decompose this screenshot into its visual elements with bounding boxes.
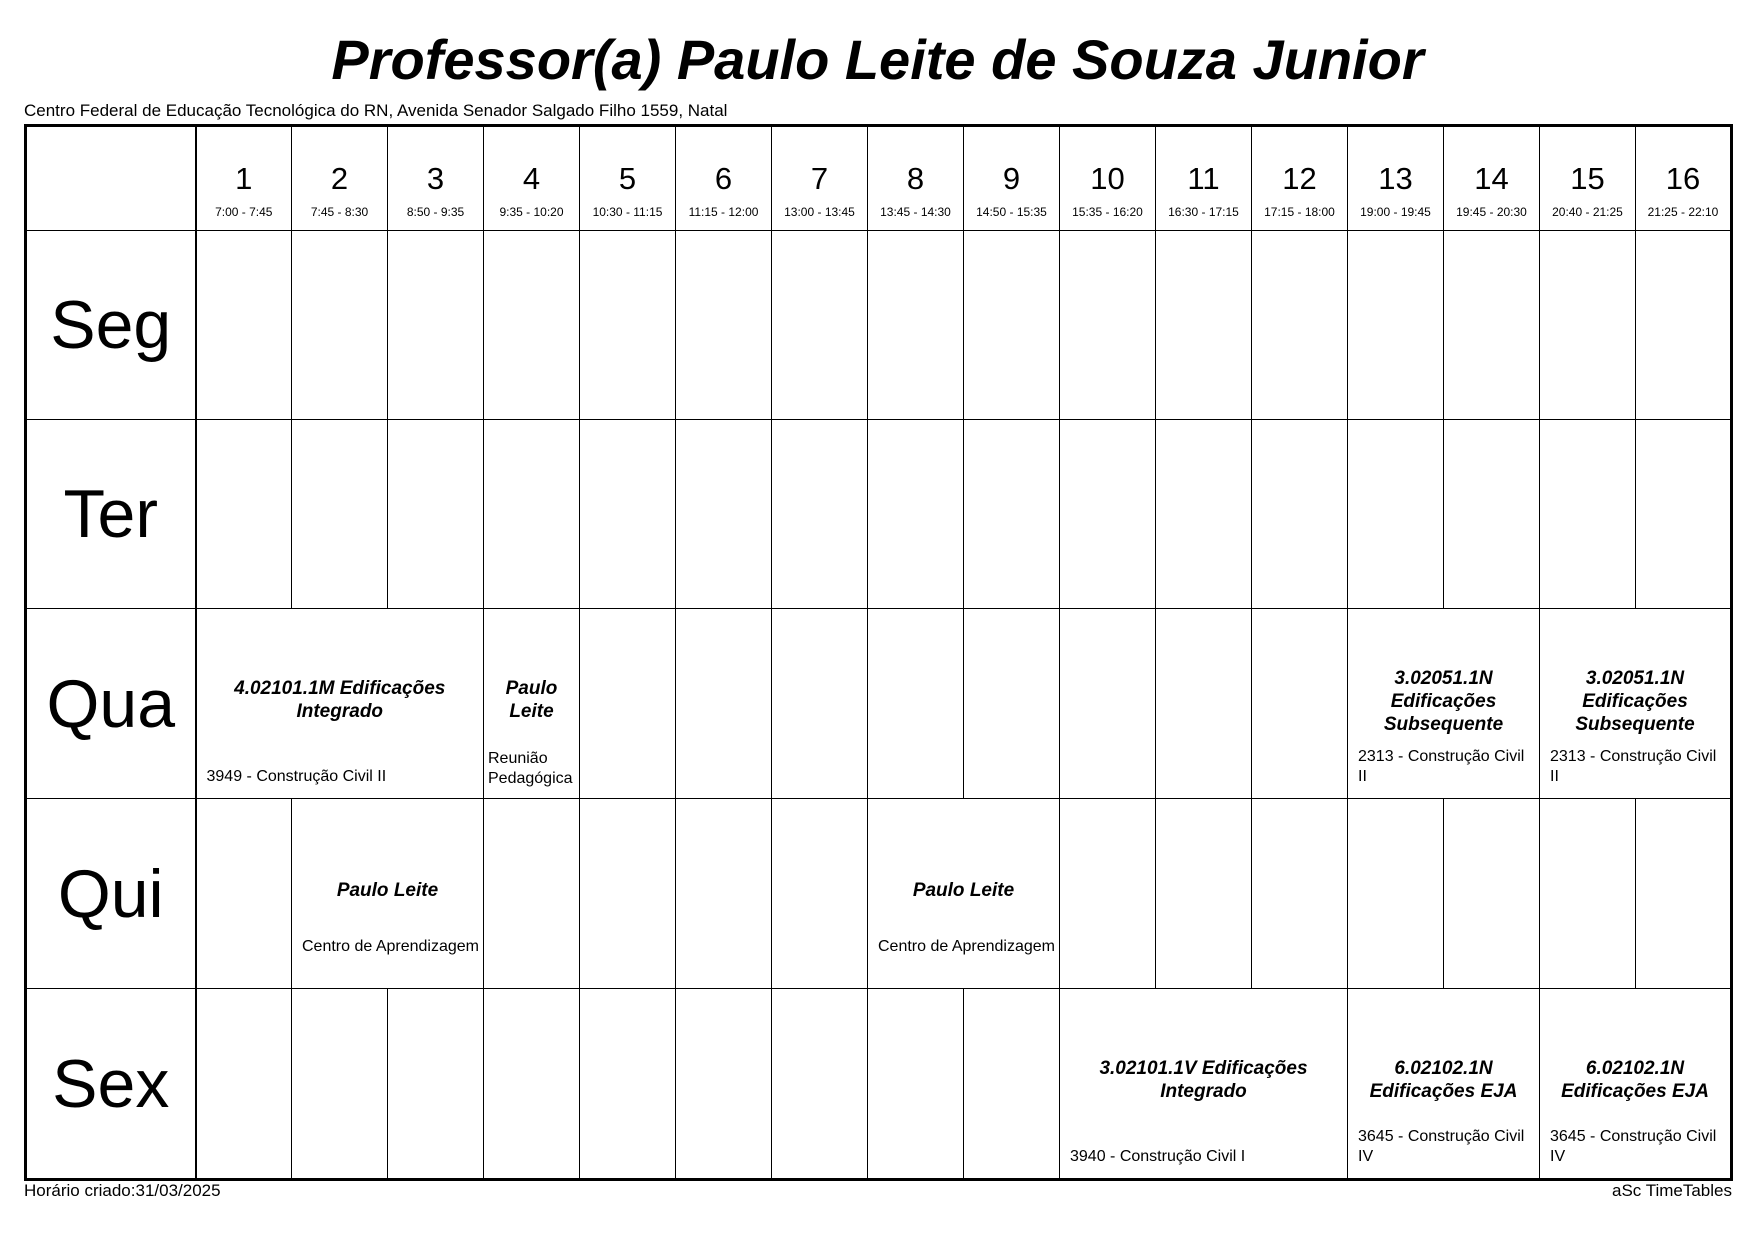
period-number: 9 (1002, 161, 1021, 196)
corner-cell (26, 126, 196, 231)
period-time: 8:50 - 9:35 (406, 205, 465, 219)
period-number: 12 (1282, 161, 1317, 196)
lesson-detail: Centro de Aprendizagem (302, 938, 479, 955)
lesson-detail: Centro de Aprendizagem (878, 938, 1055, 955)
empty-slot[interactable] (1348, 420, 1444, 609)
period-number: 3 (426, 161, 445, 196)
day-row (26, 989, 1732, 1180)
empty-slot[interactable] (1156, 609, 1252, 799)
empty-slot[interactable] (1636, 231, 1732, 420)
empty-slot[interactable] (1252, 609, 1348, 799)
empty-slot[interactable] (484, 989, 580, 1180)
page-title: Professor(a) Paulo Leite de Souza Junior (331, 28, 1424, 91)
period-time: 7:45 - 8:30 (310, 205, 369, 219)
empty-slot[interactable] (1252, 420, 1348, 609)
lesson-title: 4.02101.1M Edificações Integrado (234, 678, 446, 722)
empty-slot[interactable] (676, 420, 772, 609)
period-header (1156, 126, 1252, 231)
period-number: 14 (1474, 161, 1509, 196)
lesson-detail: 3645 - Construção Civil IV (1358, 1128, 1525, 1165)
period-time: 19:00 - 19:45 (1360, 205, 1431, 219)
empty-slot[interactable] (1540, 231, 1636, 420)
empty-slot[interactable] (1252, 231, 1348, 420)
empty-slot[interactable] (772, 989, 868, 1180)
empty-slot[interactable] (676, 799, 772, 989)
empty-slot[interactable] (772, 609, 868, 799)
empty-slot[interactable] (388, 989, 484, 1180)
empty-slot[interactable] (676, 989, 772, 1180)
empty-slot[interactable] (1060, 231, 1156, 420)
lesson-cell[interactable] (868, 799, 1060, 989)
empty-slot[interactable] (1540, 420, 1636, 609)
period-number: 10 (1090, 161, 1125, 196)
empty-slot[interactable] (1444, 799, 1540, 989)
empty-slot[interactable] (580, 231, 676, 420)
period-number: 6 (714, 161, 733, 196)
period-header-row (26, 126, 1732, 231)
empty-slot[interactable] (1636, 799, 1732, 989)
period-number: 16 (1665, 161, 1701, 196)
period-header (1348, 126, 1444, 231)
period-header (1636, 126, 1732, 231)
lesson-detail: 2313 - Construção Civil II (1358, 748, 1525, 785)
empty-slot[interactable] (580, 989, 676, 1180)
empty-slot[interactable] (292, 231, 388, 420)
day-name: Ter (26, 420, 196, 609)
empty-slot[interactable] (196, 799, 292, 989)
empty-slot[interactable] (964, 231, 1060, 420)
empty-slot[interactable] (388, 420, 484, 609)
empty-slot[interactable] (580, 420, 676, 609)
period-number: 1 (235, 161, 253, 196)
period-header (964, 126, 1060, 231)
period-header (676, 126, 772, 231)
empty-slot[interactable] (484, 799, 580, 989)
lesson-cell[interactable] (1348, 989, 1540, 1180)
lesson-cell[interactable] (196, 609, 484, 799)
lesson-title: 6.02102.1N Edificações EJA (1369, 1058, 1518, 1102)
period-header (772, 126, 868, 231)
empty-slot[interactable] (1060, 609, 1156, 799)
empty-slot[interactable] (1156, 799, 1252, 989)
lesson-cell[interactable] (1060, 989, 1348, 1180)
period-header (868, 126, 964, 231)
empty-slot[interactable] (772, 231, 868, 420)
day-row (26, 231, 1732, 420)
timetable-grid (24, 124, 1733, 1181)
period-number: 13 (1378, 161, 1413, 196)
empty-slot[interactable] (676, 231, 772, 420)
created-date: Horário criado:31/03/2025 (24, 1181, 221, 1200)
school-address: Centro Federal de Educação Tecnológica do RN, Avenida Senador Salgado Filho 1559, Natal (24, 101, 728, 120)
lesson-title: Paulo Leite (336, 880, 439, 901)
empty-slot[interactable] (1444, 420, 1540, 609)
empty-slot[interactable] (868, 231, 964, 420)
period-number: 2 (330, 161, 349, 196)
period-time: 16:30 - 17:15 (1168, 205, 1239, 219)
empty-slot[interactable] (1156, 231, 1252, 420)
period-time: 7:00 - 7:45 (215, 205, 273, 219)
period-header (580, 126, 676, 231)
empty-slot[interactable] (964, 420, 1060, 609)
empty-slot[interactable] (868, 420, 964, 609)
day-name: Seg (26, 231, 196, 420)
empty-slot[interactable] (772, 799, 868, 989)
period-time: 21:25 - 22:10 (1647, 205, 1719, 219)
period-header (1252, 126, 1348, 231)
period-header (484, 126, 580, 231)
empty-slot[interactable] (580, 799, 676, 989)
day-name: Qua (26, 609, 196, 799)
empty-slot[interactable] (196, 231, 292, 420)
empty-slot[interactable] (868, 989, 964, 1180)
lesson-detail: 3940 - Construção Civil I (1070, 1148, 1246, 1165)
empty-slot[interactable] (1540, 799, 1636, 989)
empty-slot[interactable] (196, 989, 292, 1180)
empty-slot[interactable] (1636, 420, 1732, 609)
period-time: 10:30 - 11:15 (592, 205, 663, 219)
empty-slot[interactable] (484, 231, 580, 420)
lesson-title: 3.02051.1N Edificações Subsequente (1575, 668, 1695, 735)
period-number: 11 (1187, 161, 1220, 196)
period-time: 13:00 - 13:45 (784, 205, 855, 219)
lesson-title: Paulo Leite (912, 880, 1015, 901)
empty-slot[interactable] (1060, 420, 1156, 609)
lesson-title: 3.02101.1V Edificações Integrado (1099, 1058, 1308, 1102)
empty-slot[interactable] (868, 609, 964, 799)
empty-slot[interactable] (964, 609, 1060, 799)
period-time: 14:50 - 15:35 (976, 205, 1047, 219)
period-header (196, 126, 292, 231)
lesson-cell[interactable] (484, 609, 580, 799)
period-time: 11:15 - 12:00 (688, 205, 759, 219)
lesson-title: Paulo Leite (505, 678, 558, 722)
lesson-detail: 2313 - Construção Civil II (1550, 748, 1717, 785)
empty-slot[interactable] (292, 420, 388, 609)
period-time: 19:45 - 20:30 (1456, 205, 1527, 219)
day-row (26, 609, 1732, 799)
period-header (1060, 126, 1156, 231)
period-time: 20:40 - 21:25 (1552, 205, 1623, 219)
period-number: 15 (1570, 161, 1605, 196)
period-header (1540, 126, 1636, 231)
lesson-cell[interactable] (1540, 989, 1732, 1180)
lesson-detail: 3645 - Construção Civil IV (1550, 1128, 1717, 1165)
lesson-cell[interactable] (1540, 609, 1732, 799)
lesson-title: 3.02051.1N Edificações Subsequente (1383, 668, 1504, 735)
empty-slot[interactable] (772, 420, 868, 609)
period-number: 4 (522, 161, 541, 196)
period-header (1444, 126, 1540, 231)
period-time: 15:35 - 16:20 (1072, 205, 1143, 219)
period-header (388, 126, 484, 231)
empty-slot[interactable] (964, 989, 1060, 1180)
empty-slot[interactable] (1252, 799, 1348, 989)
empty-slot[interactable] (484, 420, 580, 609)
period-time: 13:45 - 14:30 (880, 205, 951, 219)
lesson-cell[interactable] (292, 799, 484, 989)
brand-label: aSc TimeTables (1612, 1181, 1732, 1200)
lesson-title: 6.02102.1N Edificações EJA (1561, 1058, 1709, 1102)
empty-slot[interactable] (1444, 231, 1540, 420)
empty-slot[interactable] (676, 609, 772, 799)
day-name: Qui (26, 799, 196, 989)
lesson-cell[interactable] (1348, 609, 1540, 799)
empty-slot[interactable] (580, 609, 676, 799)
lesson-detail: 3949 - Construção Civil II (206, 768, 387, 785)
empty-slot[interactable] (1348, 799, 1444, 989)
day-row (26, 420, 1732, 609)
period-number: 7 (810, 161, 829, 196)
period-header (292, 126, 388, 231)
period-time: 17:15 - 18:00 (1264, 205, 1335, 219)
lesson-detail: Reunião Pedagógica (488, 750, 573, 787)
empty-slot[interactable] (196, 420, 292, 609)
empty-slot[interactable] (292, 989, 388, 1180)
day-name: Sex (26, 989, 196, 1180)
empty-slot[interactable] (1348, 231, 1444, 420)
empty-slot[interactable] (388, 231, 484, 420)
period-time: 9:35 - 10:20 (499, 205, 564, 219)
period-number: 8 (906, 161, 925, 196)
empty-slot[interactable] (1156, 420, 1252, 609)
day-row (26, 799, 1732, 989)
period-number: 5 (618, 161, 637, 196)
empty-slot[interactable] (1060, 799, 1156, 989)
